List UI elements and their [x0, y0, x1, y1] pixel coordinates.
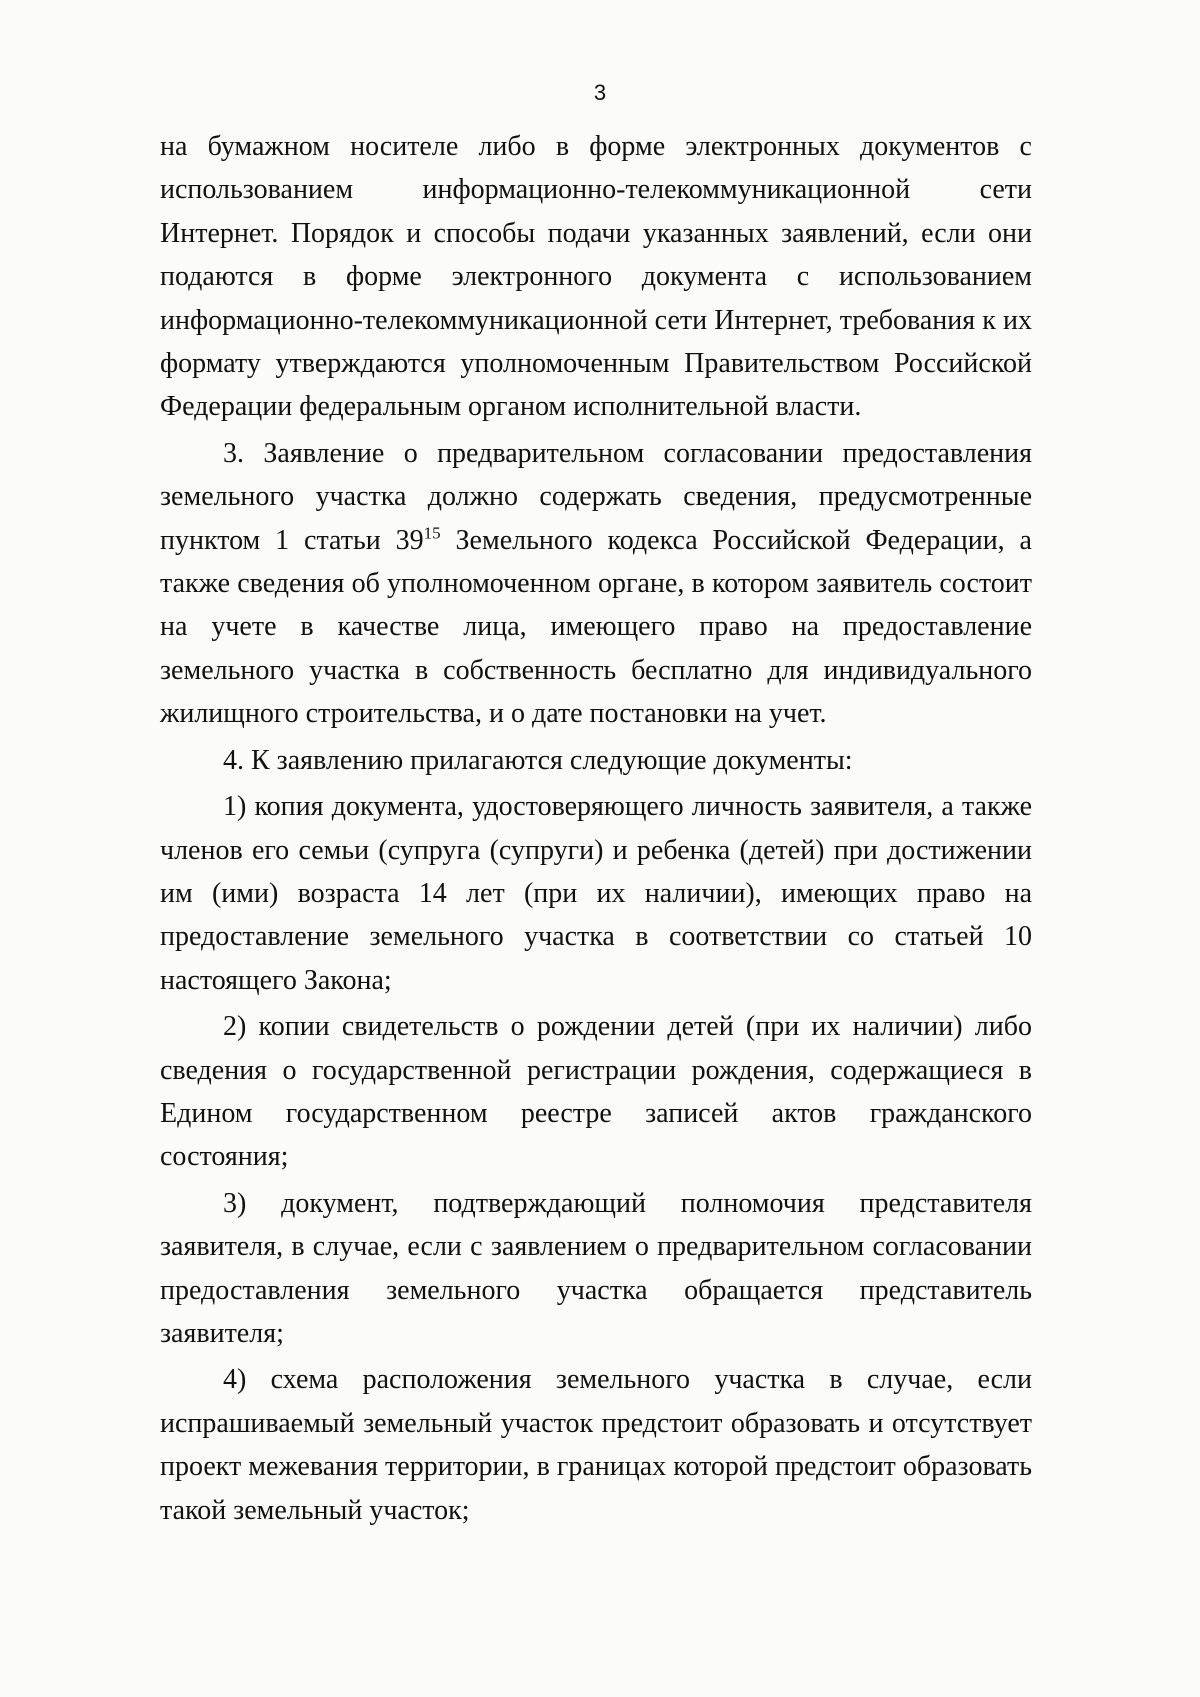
page-number: 3 — [593, 80, 607, 105]
list-item-3: 3) документ, подтверждающий полномочия представителя заявителя, в случае, если с заявлением о предварительном согласовании предоставления земельного участка обращается представитель заявителя; — [160, 1187, 1032, 1349]
paragraph-item-4: 4. К заявлению прилагаются следующие документы: — [223, 744, 853, 776]
list-item-1: 1) копия документа, удостоверяющего личность заявителя, а также членов его семьи (супруга (супруги) и ребенка (детей) при достижении им (ими) возраста 14 лет (при их наличии), имеющих право на предоставление земельного участка в соответствии со статьей 10 настоящего Закона; — [160, 791, 1032, 996]
paragraph-item-3-text-after: Земельного кодекса Российской Федерации, а также сведения об уполномоченном органе, в котором заявитель состоит на учете в качестве лица, имеющего право на предоставление земельного участка в собственность бесплатно для индивидуального жилищного строительства, и о дате постановки на учет. — [160, 524, 1032, 730]
article-superscript: 15 — [423, 523, 441, 543]
paragraph-item-3-text-before: 3. Заявление о предварительном согласовании предоставления земельного участка должно содержать сведения, предусмотренные пунктом 1 статьи 39 — [160, 437, 1032, 556]
paragraph-continuation: на бумажном носителе либо в форме электронных документов с использованием информационно-телекоммуникационной сети Интернет. Порядок и способы подачи указанных заявлений, если они подаются в форме электронного документа с использованием информационно-телекоммуникационной сети Интернет, требования к их формату утверждаются уполномоченным Правительством Российской Федерации федеральным органом исполнительной власти. — [160, 131, 1032, 423]
paragraph-item-3 — [160, 432, 1032, 736]
document-body — [160, 125, 1032, 1535]
list-item-4: 4) схема расположения земельного участка в случае, если испрашиваемый земельный участок предстоит образовать и отсутствует проект межевания территории, в границах которой предстоит образовать такой земельный участок; — [160, 1364, 1032, 1526]
list-item-2: 2) копии свидетельств о рождении детей (при их наличии) либо сведения о государственной регистрации рождения, содержащиеся в Едином государственном реестре записей актов гражданского состояния; — [160, 1011, 1032, 1173]
